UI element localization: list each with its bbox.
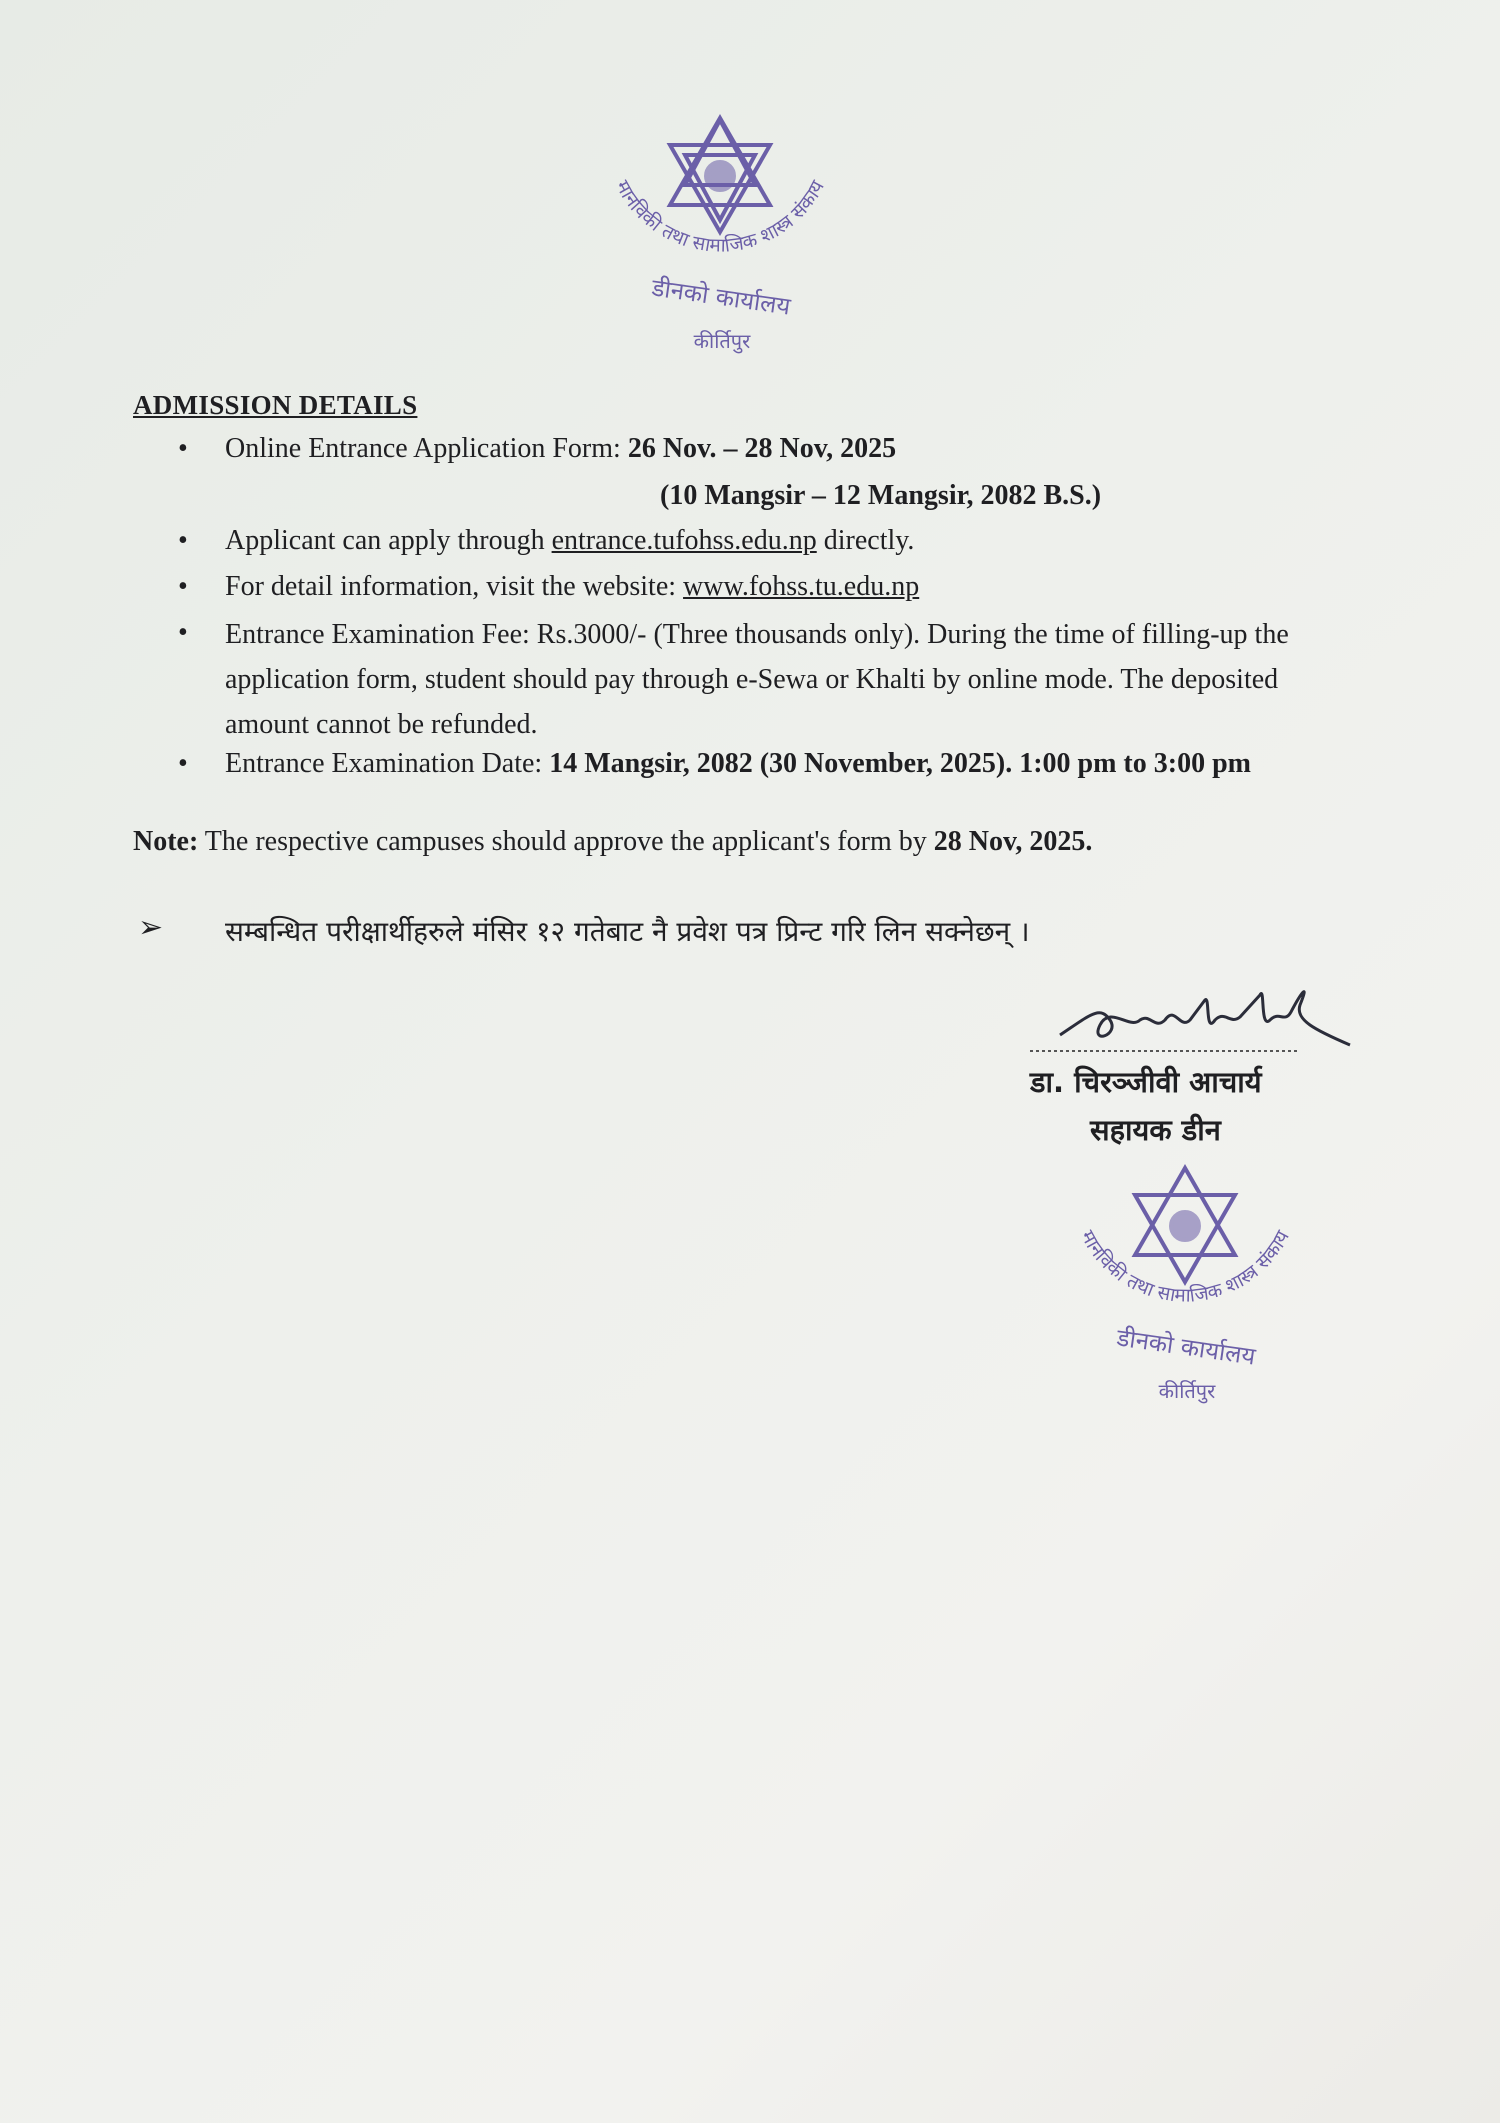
bullet-icon: • bbox=[178, 571, 188, 602]
arrow-bullet-icon: ➢ bbox=[138, 910, 164, 945]
faculty-stamp-bottom bbox=[1055, 1160, 1315, 1420]
bullet-icon: • bbox=[178, 525, 188, 556]
stamp-line1: मानविकी तथा सामाजिक शास्त्र संकाय bbox=[611, 176, 829, 257]
signatory-title: सहायक डीन bbox=[1090, 1113, 1221, 1147]
faculty-stamp-top bbox=[590, 110, 850, 370]
bullet-icon: • bbox=[178, 617, 188, 648]
stamp-line2: डीनको कार्यालय bbox=[1115, 1323, 1258, 1371]
stamp-star-icon bbox=[665, 118, 775, 232]
stamp-star-icon bbox=[1135, 1168, 1235, 1282]
website-link[interactable]: www.fohss.tu.edu.np bbox=[683, 571, 920, 602]
stamp-line3: कीर्तिपुर bbox=[693, 329, 751, 353]
stamp-line3: कीर्तिपुर bbox=[1158, 1379, 1216, 1403]
signatory-name: डा. चिरञ्जीवी आचार्य bbox=[1030, 1065, 1262, 1099]
nepali-notice: सम्बन्धित परीक्षार्थीहरुले मंसिर १२ गतेबाट नै प्रवेश पत्र प्रिन्ट गरि लिन सक्नेछन् । bbox=[225, 915, 1030, 948]
list-item-application-form: Online Entrance Application Form: 26 Nov. – 28 Nov, 2025 bbox=[225, 433, 897, 464]
note: Note: The respective campuses should approve the applicant's form by 28 Nov, 2025. bbox=[133, 826, 1093, 857]
list-item-exam-fee: Entrance Examination Fee: Rs.3000/- (Three thousands only). During the time of filling-up the application form, student should pay through e-Sewa or Khalti by online mode. The deposited amount cannot be refunded. bbox=[225, 619, 1289, 740]
entrance-portal-link[interactable]: entrance.tufohss.edu.np bbox=[551, 525, 817, 556]
list-item-exam-date: Entrance Examination Date: 14 Mangsir, 2082 (30 November, 2025). 1:00 pm to 3:00 pm bbox=[225, 748, 1251, 779]
stamp-line2: डीनको कार्यालय bbox=[650, 273, 793, 321]
page-title: ADMISSION DETAILS bbox=[133, 390, 418, 420]
list-item-apply-through: Applicant can apply through entrance.tufohss.edu.np directly. bbox=[225, 525, 915, 556]
list-item-website: For detail information, visit the website: www.fohss.tu.edu.np bbox=[225, 571, 920, 602]
bullet-icon: • bbox=[178, 748, 188, 779]
application-form-bs-dates: (10 Mangsir – 12 Mangsir, 2082 B.S.) bbox=[660, 480, 1102, 511]
bullet-icon: • bbox=[178, 433, 188, 464]
stamp-line1: मानविकी तथा सामाजिक शास्त्र संकाय bbox=[1076, 1226, 1294, 1307]
signature bbox=[1030, 975, 1360, 1060]
